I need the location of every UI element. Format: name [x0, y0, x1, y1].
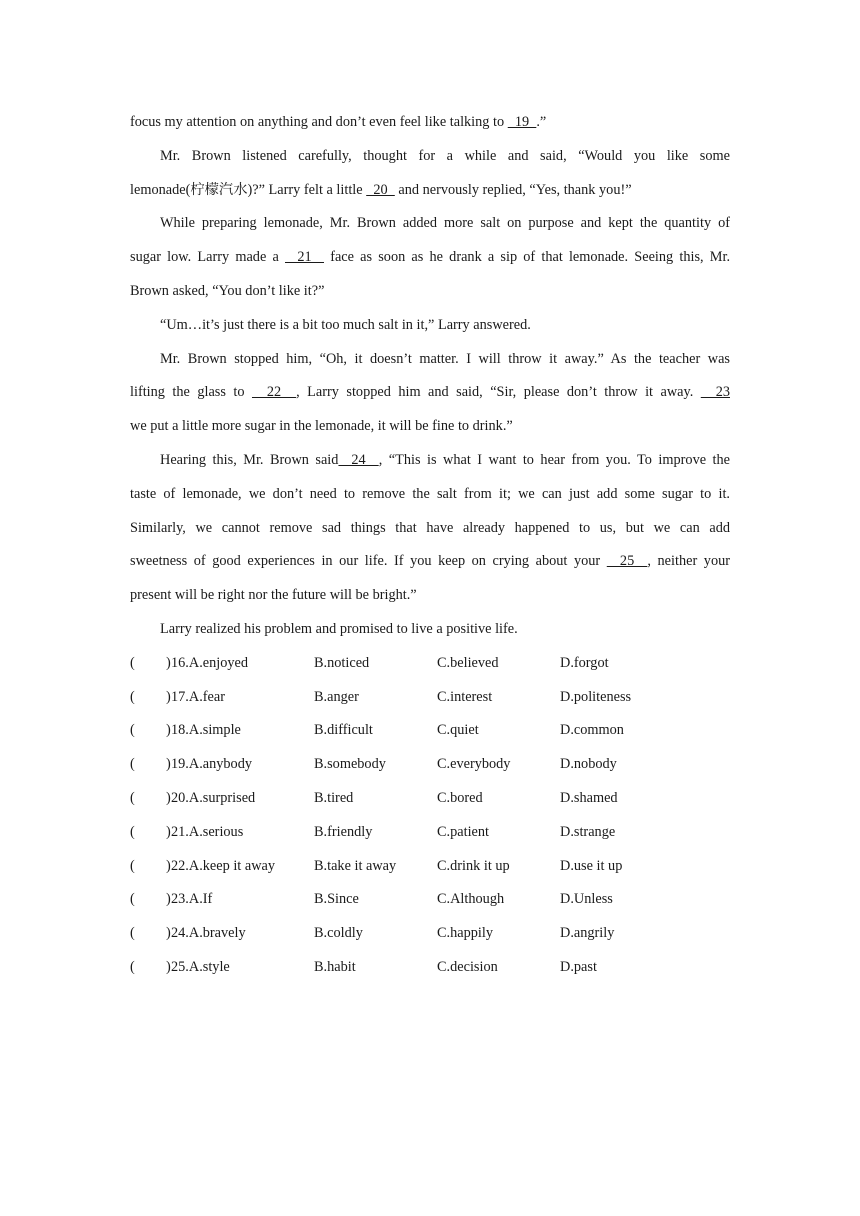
- question-row: [130, 716, 730, 750]
- passage-text: sugar low. Larry made a: [130, 249, 279, 266]
- passage-line: Similarly, we cannot remove sad things that have already happened to us, but we can add: [130, 519, 730, 536]
- passage-line: Mr. Brown listened carefully, thought for a while and said, “Would you like some: [160, 147, 730, 164]
- passage-line: [130, 547, 730, 581]
- option-b: B.coldly: [314, 925, 363, 942]
- question-list: [130, 649, 730, 987]
- blank-23: 23: [700, 384, 730, 401]
- option-a: 17.A.fear: [171, 688, 225, 705]
- question-row: [130, 750, 730, 784]
- blank-20: 20: [366, 181, 395, 198]
- passage-text: sweetness of good experiences in our life. If you keep on crying about your: [130, 553, 601, 570]
- answer-bracket-close: ): [166, 688, 171, 705]
- option-b: B.friendly: [314, 823, 373, 840]
- answer-bracket-open: (: [130, 823, 135, 840]
- option-b: B.noticed: [314, 654, 370, 671]
- option-d: D.angrily: [560, 925, 615, 942]
- option-a: 24.A.bravely: [171, 925, 246, 942]
- option-c: C.bored: [437, 789, 483, 806]
- answer-bracket-open: (: [130, 722, 135, 739]
- option-d: D.past: [560, 958, 597, 975]
- passage-text: .”: [536, 114, 547, 130]
- option-c: C.happily: [437, 925, 493, 942]
- answer-bracket-close: ): [166, 925, 171, 942]
- passage-text: and nervously replied, “Yes, thank you!”: [398, 181, 632, 198]
- passage-line: [130, 378, 730, 412]
- answer-bracket-close: ): [166, 722, 171, 739]
- option-c: C.decision: [437, 958, 498, 975]
- option-a: 20.A.surprised: [171, 789, 256, 806]
- question-row: [130, 683, 730, 717]
- answer-bracket-open: (: [130, 857, 135, 874]
- document-page: [130, 108, 730, 987]
- option-c: C.believed: [437, 654, 499, 671]
- answer-bracket-close: ): [166, 789, 171, 806]
- question-row: [130, 885, 730, 919]
- option-a: 21.A.serious: [171, 823, 244, 840]
- passage-line: we put a little more sugar in the lemonade, it will be fine to drink.”: [130, 418, 513, 435]
- option-d: D.shamed: [560, 789, 618, 806]
- answer-bracket-open: (: [130, 925, 135, 942]
- passage-line: “Um…it’s just there is a bit too much salt in it,” Larry answered.: [160, 316, 531, 333]
- option-c: C.patient: [437, 823, 490, 840]
- option-c: C.interest: [437, 688, 493, 705]
- option-a: 23.A.If: [171, 891, 213, 908]
- passage-text: Hearing this, Mr. Brown said: [160, 451, 339, 468]
- answer-bracket-close: ): [166, 654, 171, 671]
- option-b: B.anger: [314, 688, 359, 705]
- option-c: C.Although: [437, 891, 505, 908]
- option-d: D.use it up: [560, 857, 623, 874]
- passage-line: present will be right nor the future will be bright.”: [130, 587, 417, 604]
- passage-text: face as soon as he drank a sip of that lemonade. Seeing this, Mr.: [330, 249, 730, 266]
- answer-bracket-open: (: [130, 654, 135, 671]
- option-a: 22.A.keep it away: [171, 857, 276, 874]
- passage-text: focus my attention on anything and don’t even feel like talking to: [130, 114, 505, 130]
- passage-line: Larry realized his problem and promised to live a positive life.: [160, 620, 518, 637]
- option-c: C.quiet: [437, 722, 479, 739]
- answer-bracket-open: (: [130, 958, 135, 975]
- option-c: C.drink it up: [437, 857, 510, 874]
- option-d: D.politeness: [560, 688, 632, 705]
- passage-text: , Larry stopped him and said, “Sir, please don’t throw it away.: [296, 384, 694, 401]
- option-d: D.Unless: [560, 891, 613, 908]
- answer-bracket-open: (: [130, 789, 135, 806]
- passage-line: taste of lemonade, we don’t need to remove the salt from it; we can just add some sugar to it.: [130, 485, 730, 502]
- option-d: D.common: [560, 722, 624, 739]
- question-row: [130, 919, 730, 953]
- passage-line: Brown asked, “You don’t like it?”: [130, 282, 325, 299]
- option-c: C.everybody: [437, 756, 511, 773]
- answer-bracket-open: (: [130, 688, 135, 705]
- option-b: B.habit: [314, 958, 356, 975]
- option-b: B.difficult: [314, 722, 373, 739]
- passage-text: , neither your: [647, 553, 730, 570]
- option-a: 25.A.style: [171, 958, 230, 975]
- answer-bracket-open: (: [130, 756, 135, 773]
- passage-text: lifting the glass to: [130, 384, 245, 401]
- option-a: 18.A.simple: [171, 722, 241, 739]
- answer-bracket-close: ): [166, 958, 171, 975]
- option-b: B.take it away: [314, 857, 397, 874]
- option-b: B.Since: [314, 891, 359, 908]
- passage-line: [130, 243, 730, 277]
- passage-line: While preparing lemonade, Mr. Brown added more salt on purpose and kept the quantity of: [160, 215, 730, 232]
- blank-21: 21: [285, 249, 324, 266]
- blank-24: 24: [338, 451, 379, 468]
- answer-bracket-close: ): [166, 756, 171, 773]
- passage-line: [130, 446, 730, 480]
- option-d: D.strange: [560, 823, 616, 840]
- passage-line: Mr. Brown stopped him, “Oh, it doesn’t matter. I will throw it away.” As the teacher was: [160, 350, 730, 367]
- answer-bracket-close: ): [166, 891, 171, 908]
- question-row: [130, 818, 730, 852]
- question-row: [130, 784, 730, 818]
- option-a: 19.A.anybody: [171, 756, 253, 773]
- answer-bracket-close: ): [166, 823, 171, 840]
- option-b: B.somebody: [314, 756, 386, 773]
- option-b: B.tired: [314, 789, 354, 806]
- passage-line: [130, 176, 730, 210]
- blank-22: 22: [251, 384, 297, 401]
- answer-bracket-open: (: [130, 891, 135, 908]
- option-d: D.forgot: [560, 654, 609, 671]
- blank-19: 19: [507, 114, 537, 130]
- question-row: [130, 953, 730, 987]
- passage-text: , “This is what I want to hear from you. To improve the: [378, 451, 730, 468]
- option-a: 16.A.enjoyed: [171, 654, 249, 671]
- option-d: D.nobody: [560, 756, 617, 773]
- passage-line: [130, 108, 730, 142]
- question-row: [130, 852, 730, 886]
- passage-text: lemonade(柠檬汽水)?” Larry felt a little: [130, 181, 363, 198]
- blank-25: 25: [606, 553, 648, 570]
- question-row: [130, 649, 730, 683]
- answer-bracket-close: ): [166, 857, 171, 874]
